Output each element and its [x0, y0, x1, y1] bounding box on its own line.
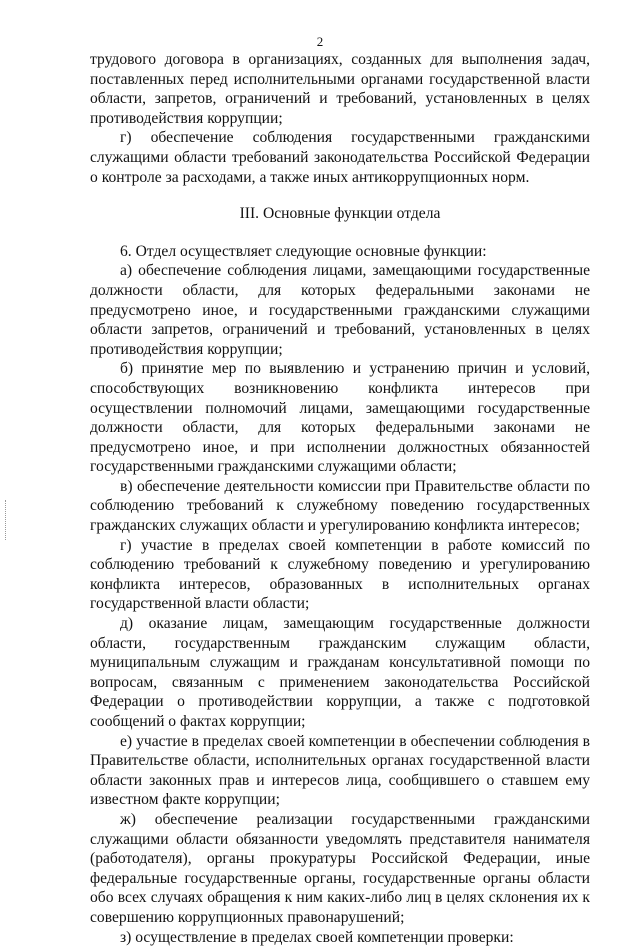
paragraph-item-b: б) принятие мер по выявлению и устранению причин и условий, способствующих возникновению конфликта интересов при осуществлении полномочий лицами, замещающими государственные должности области, для которых федеральными законами не предусмотрено иное, и при исполнении должностных обязанностей государственными гражданскими служащими области;: [90, 360, 590, 476]
document-body: [90, 50, 590, 947]
paragraph-item-z: з) осуществление в пределах своей компетенции проверки:: [120, 928, 514, 946]
page-number: 2: [316, 34, 324, 49]
paragraph-item-g-intro: г) обеспечение соблюдения государственными гражданскими служащими области требований законодательства Российской Федерации о контроле за расходами, а также иных антикоррупционных норм.: [90, 129, 590, 186]
paragraph-item-a: а) обеспечение соблюдения лицами, замещающими государственные должности области, для которых федеральными законами не предусмотрено иное, и государственными гражданскими служащими области запретов, ограничений и требований, установленных в целях противодействия коррупции;: [90, 262, 590, 358]
paragraph-6: 6. Отдел осуществляет следующие основные функции:: [120, 242, 487, 260]
paragraph-item-zh: ж) обеспечение реализации государственными гражданскими служащими области обязанности уведомлять представителя нанимателя (работодателя), органы прокуратуры Российской Федерации, иные федеральные государственные органы, государственные органы области обо всех случаях обращения к ним каких-либо лиц в целях склонения их к совершению коррупционных правонарушений;: [90, 810, 590, 926]
paragraph-item-e: е) участие в пределах своей компетенции в обеспечении соблюдения в Правительстве области, исполнительных органах государственной власти области законных прав и интересов лица, сообщившего о ставшем ему известном факте коррупции;: [90, 732, 590, 809]
scan-edge-mark: [5, 500, 7, 540]
section-heading: III. Основные функции отдела: [239, 205, 441, 223]
paragraph-item-d: д) оказание лицам, замещающим государственные должности области, государственным гражданским служащим области, муниципальным служащим и гражданам консультативной помощи по вопросам, связанным с применением законодательства Российской Федерации о противодействии коррупции, а также с подготовкой сообщений о фактах коррупции;: [90, 615, 590, 730]
paragraph-item-v: в) обеспечение деятельности комиссии при Правительстве области по соблюдению требований к служебному поведению государственных гражданских служащих области и урегулированию конфликта интересов;: [90, 477, 590, 535]
paragraph-continuation: трудового договора в организациях, созданных для выполнения задач, поставленных перед исполнительными органами государственной власти области, запретов, ограничений и требований, установленных в целях противодействия коррупции;: [90, 51, 590, 127]
paragraph-item-g: г) участие в пределах своей компетенции в работе комиссий по соблюдению требований к служебному поведению и урегулированию конфликта интересов, образованных в исполнительных органах государственной власти области;: [90, 536, 590, 613]
